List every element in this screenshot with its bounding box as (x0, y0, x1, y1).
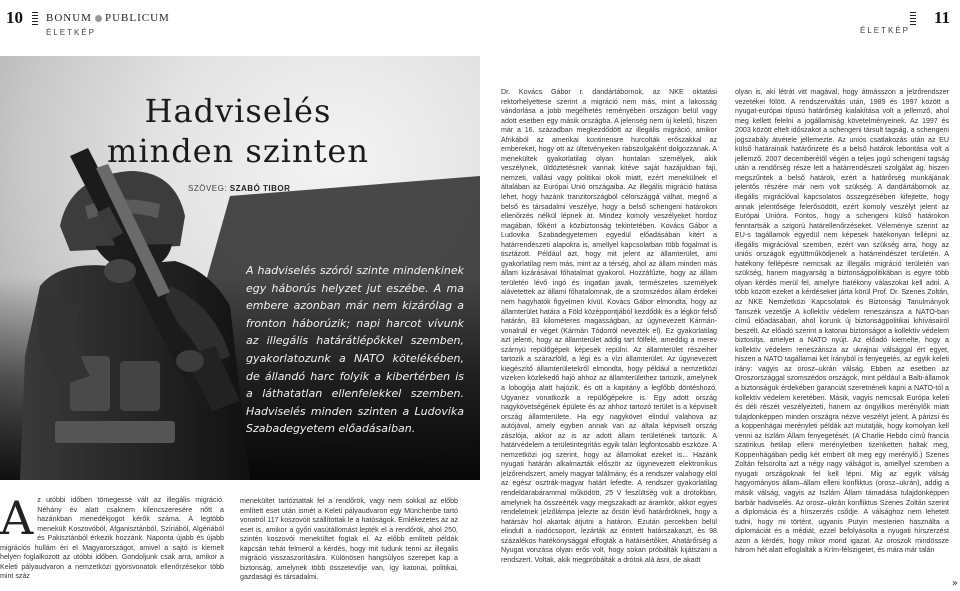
article-title (88, 91, 388, 171)
byline (188, 184, 290, 193)
magazine-title-right: PUBLICUM (104, 12, 170, 24)
title-dot-icon (95, 15, 102, 22)
column-3-text: Dr. Kovács Gábor r. dandártábornok, az NKE oktatási rektorhelyettese szerint a migráció nem más, mint a lakosság vándorlása a jobb megélhetés reményében országon belül vagy adott esetben egy másik országba. A jelenség nem új keletű, hiszen már a 16. században megkezdődött az illegális migráció, amikor Afrikából az amerikai kontinensre hurcolták erőszakkal az embereket, hogy ott az ültetvényeken rabszolgaként dolgozzanak. A menekültek gyakorlatilag olyan hontalan személyek, akik veszélynek, üldöztetésnek vannak kitéve saját hazájukban faji, nemzeti, vallási vagy politikai okok miatt, ezért menekülnek el általában az Európai Unió országaiba. Az illegális migráció hatása lehet, hogy hazánk tranzitországból célországgá válhat, megnő a belső és társadalmi veszélye, hogy a belső schengeni határokon ellenőrzés nélkül lépnek át. Mindez komoly veszélyeket hordoz magában, főként a közbiztonság tekintetében. Kovács Gábor a Ludovika Szabadegyetemen egyedül előadásában kitért a határrendészeti alapokra is, amellyel kapcsolatban több fogalmat is tisztázott. Például azt, hogy mit jelent az államterület, ami gyakorlatilag nem más, mint az a térség, ahol az állam minden más állam kizárásával főhatalmat gyakorol. Hozzáfűzte, hogy az állam területén lévő ingó és ingatlan javak, természetes személyek alávetettek az állami főhatalomnak, de a szomszédos állam érdekei nem hagyhatók figyelmen kívül. Kovács Gábor elmondta, hogy az államterület határa a Föld középpontjából kezdődik és a légkör felső határán, 83 kilométeres magasságban, az úgynevezett Kármán-vonalnál ér véget (Kármán Tódorról nevezték el). Ez gyakorlatilag azt jelenti, hogy az államterület addig tart fölfelé, ameddig a merev szárnyú repülőgépek képesek repülni. Az államterület részeiher tartozik a szárazföld, a légi és a vízi államterület. Az úgynevezett kiegészítő államterületekről elmondta, hogy például a nemzetközi vizeken közlekedő hajó ahhoz az államterülethez tartozik, amelynek a lobogója alatt hajózik, és ott a kapitány a legfőbb döntéshozó. Ugyanez vonatkozik a repülőgépekre is. Egy adott ország nagykövetségének épülete és az ahhoz tartozó terület is a képviselt ország államterülete. Ha egy nagykövet elindul valahova az autójával, amely egyben annak van az általa képviselt ország zászlója, akkor az is az adott állam területének tartozik. A határvédelem a területintegritás egyik talán legfontosabb eszköze. A nemzetközi jog szerint, hogy az államokat ezeket is... Hazánk nyugati határán alkalmazták először az úgynevezett elektronikus jelzőrendszert, amely magyar találmány, és a rendszer valahogy elöl az egész osztrák-magyar határt lefedte. A rendszer gyakorlatilag rendeldarabárammal működött, 25 V feszültség volt a drótokban, amelynek ha összeérték vagy megszakadt az áramkör, akkor egyes rendeletnek jelzőlámpa jelezte az őrsön lévő határőröknek, hogy a határsáv hol akartak átjutni a határon. Ezután percekben belül elindult a riadócsoport, lezárták az érintett határszakaszt, és 98 százalékos hatékonysággal elfogták a határsértőket. Ahatárőrség a Nyugat vonzása olyan erős volt, hogy sokan próbálták kijátszani a rendszert. Voltak, akik megpróbálták a drótok alá ásni, de akadt (501, 88, 717, 564)
right-section-label: ÉLETKÉP (860, 26, 911, 35)
right-page-number: 11 (933, 8, 950, 27)
body-column-2 (240, 497, 458, 591)
magazine-title-left: BONUM (46, 12, 92, 24)
magazine-title (46, 12, 170, 24)
column-4-text: olyan is, aki létrát vitt magával, hogy átmásszon a jelzőrendszer vezetékei fölött. A rendszerváltás után, 1989 és 1997 között a nyugat-európai típusú határőrség kialakítása volt a jellemző, ahol meg kellett felelni a jogállamiság követelményeinek. Az 1997 és 2003 között eltelt időszakot a schengeni társult tagság, a schengeni jogszabály átvétele jellemezte. Az uniós csatlakozás után az EU külső határainak határőrizete és a belső határok lebontása volt a jellemző. 2007 decemberétől végén a teljes jogú schengeni tagság után a rendőrség része lett a határrendészeti szolgálat ág, hiszen megszűntek a belső határok, ezért a határőrség munkájának jelentős részére már nem volt szükség. A dandártábornok az illegális migrációval kapcsolatos összegzésében kifejtette, hogy annak jelentősége felerősödött, ezért komoly veszélyt jelent az Európai Unióra. Fontos, hogy a schengeni külső határokon fenntartsák a szigorú határellenőrzéseket. Véleménye szerint az EU-s tagállamok egyedül nem képesek hatékonyan fellépni az illegális migrációval szemben, ezért van szükség arra, hogy az uniós országok együttműködjenek a határrendészet területén. A hatékony fellépésre nemcsak az illegális migráció területén van szükség, hanem magyarság a biztonságpolitikában is egyre több olyan kérdés merül fel, amelyre hatékony válaszokat kell adni. A több között ezeket a kérdéseket járta körül Prof. Dr. Szenes Zoltán, az NKE Nemzetközi Kapcsolatok és Biztonsági Tanulmányok Tanszék vezetője A kollektív védelem reneszánsza a NATO-ban című előadásában, ahol korunk új biztonságpolitikai kihívásairól beszélt. Az előadó szerint a katonai biztonságot a kollektív védelem biztosítja, amelyet a NATO nyújt. Az előadó kiemelte, hogy a kollektív védelem reneszánsza az ukrajnai válsággal ért egyet, hiszen a NATO tagállamai két irányból is fenyegetés, az egyik keleti irány: vagyis az orosz–ukrán válság. Ebben az esetben az Oroszországgal szomszédos országok, mint például a Balti-államok a biztonságuk érdekében garanciát szeretnének kapni a NATO-tól a kollektív védelem keretében. Másik, vagyis nemcsak Európa keleti és déli részét veszélyezteti, hanem az óngyilkos merénylők miatt tulajdonképpen minden országra nézve veszélyt jelent. A párizsi és a koppenhágai merényleti példák azt mutatják, hogy komolyan kell venni az Iszlám Állam fenyegetését. (A Charlie Hebdo címû francia szatirikus hetilap elleni merényletben tizenketten haltak meg, Koppenhágában pedig két embert ölt meg egy merénylő.) Szenes Zoltán felsorolta azt a négy nagy válságot is, amellyel szemben a nyugati országoknak fel kell lépni. Mig az egyik válság hagyományos állam–állam elleni konfliktus (orosz–ukrán), addig a másik válság, vagyis az Iszlám Állam támadása tulajdonképpen barbár hadviselés. Az orosz–ukrán konfliktus Szenes Zoltán szerint a diplomácia és a hírszerzés csődje. A válsághoz nem lehetett tudni, hogy mi történt, ugyanis Putyin mesterien használta a diplomáciát és a médiát, ezzel befolyásolta a nyugati hírszerzést azon a kérdés, hogy mikor mond igazat. Az oroszok mindössze három hét alatt elfoglalták a Krím-félszigetet, és mára már talán (735, 88, 949, 555)
article-title-line2: minden szinten (107, 132, 369, 170)
article-title-line1: Hadviselés (144, 92, 332, 130)
article-lead: A hadviselés szóról szinte mindenkinek egy háborús helyzet jut eszébe. A ma embere azonban már nem kizárólag a fronton háborúzik; napi harcot vívunk az illegális határátlépőkkel szemben, gyakorlatozunk a NATO kötelékében, de állandó harc folyik a kibertérben is a láthatatlan ellenfelekkel szemben. Hadviselés minden szinten a Ludovika Szabadegyetem előadásaiban. (246, 264, 464, 436)
right-page-header (910, 8, 950, 28)
byline-label: SZÖVEG: (188, 184, 228, 193)
body-column-1 (0, 496, 224, 591)
continue-arrow-icon: » (951, 578, 958, 589)
body-column-3 (501, 88, 717, 591)
section-label: ÉLETKÉP (46, 28, 97, 37)
left-page-number: 10 (6, 8, 23, 27)
column-1-text: z utóbbi időben tömegessé vált az illegális migráció. Néhány év alatt csaknem kilencszeresére nőtt a hazánkban menedékjogot kérők száma. A legtöbb menekült Koszovóból, Afganisztánból, Szíriából, Algériából és Pakisztánból érkezik hozzánk. Naponta újabb és újabb migrációs hullám éri el Magyarországot, amivel a sajtó is kiemelt helyen foglalkozott az utóbbi időben. Gondoljunk csak arra, amikor a Keleti pályaudvaron a nemzetközi gyorsvonatok ellenőrzésekor több mint száz (0, 496, 224, 581)
drop-cap: A (0, 496, 34, 545)
hero-image (0, 56, 480, 480)
left-page-header (6, 8, 246, 36)
byline-author: SZABÓ TIBOR (229, 184, 291, 193)
page-bar-decoration (32, 12, 38, 25)
body-column-4 (735, 88, 949, 591)
page-bar-decoration-right (910, 12, 916, 25)
column-2-text: menekültet tartóztattak fel a rendőrök, vagy nem sokkal az előbb említett eset után ismét a Keleti pályaudvaron egy Münchenbe tartó vonatról 117 koszovóit szállítottak le a hatóságok. Emlékezetes az az eset is, amikor a győri vasútállomást lepték el a rendőrök, ahol 250, szintén koszovói menekültet fogtak el. Az előbb említett példák kapcsán tehát felmerül a kérdés, hogy mit tudunk tenni az illegális migráció visszaszorítására. Különösen hangsúlyos szerepet kap a biztonság, amelynek több összetevője van, így katonai, politikai, gazdasági és társadalmi. (240, 497, 458, 582)
